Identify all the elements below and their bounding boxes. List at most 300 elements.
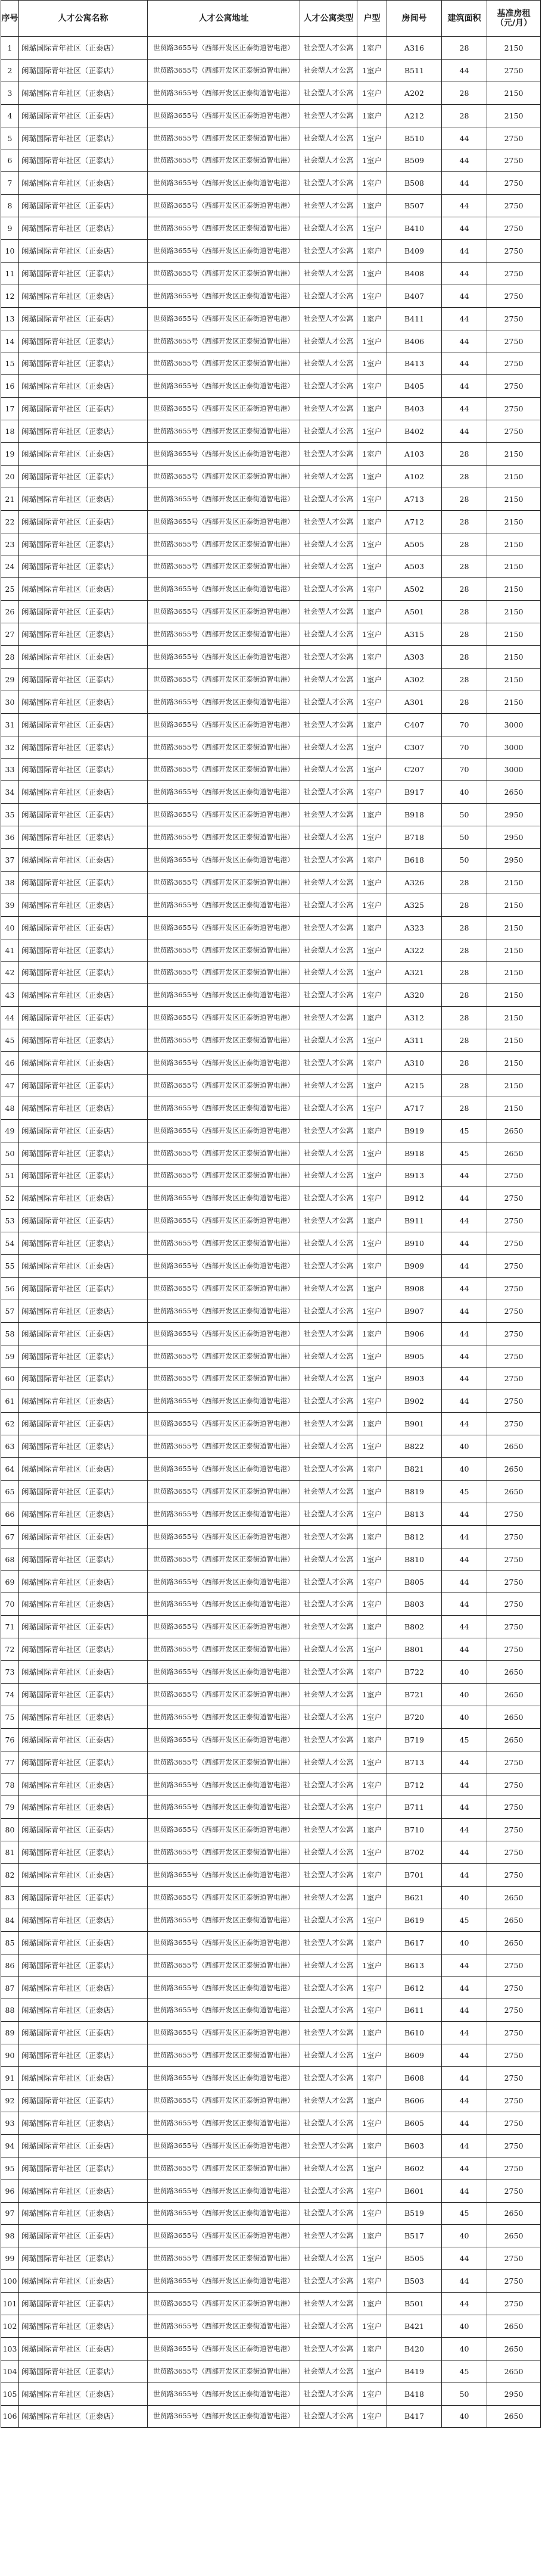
cell-layout: 1室户 — [357, 533, 387, 555]
cell-name: 闲璐国际青年社区（正泰店） — [19, 1796, 148, 1819]
cell-rent: 2750 — [487, 2270, 541, 2293]
cell-room: B813 — [387, 1503, 442, 1525]
cell-layout: 1室户 — [357, 894, 387, 916]
cell-area: 44 — [442, 1367, 487, 1390]
table-row — [1, 1661, 541, 1684]
cell-rent: 2650 — [487, 2337, 541, 2360]
cell-rent: 2650 — [487, 1435, 541, 1458]
cell-no: 60 — [1, 1367, 19, 1390]
cell-address: 世贸路3655号（西部开发区正泰街道智电港） — [148, 2112, 300, 2134]
cell-no: 39 — [1, 894, 19, 916]
cell-address: 世贸路3655号（西部开发区正泰街道智电港） — [148, 2337, 300, 2360]
cell-name: 闲璐国际青年社区（正泰店） — [19, 2337, 148, 2360]
cell-no: 78 — [1, 1773, 19, 1796]
cell-no: 85 — [1, 1931, 19, 1954]
cell-rent: 2150 — [487, 1007, 541, 1029]
cell-area: 44 — [442, 172, 487, 195]
cell-type: 社会型人才公寓 — [300, 2157, 357, 2180]
cell-address: 世贸路3655号（西部开发区正泰街道智电港） — [148, 1661, 300, 1684]
cell-type: 社会型人才公寓 — [300, 2247, 357, 2270]
cell-area: 28 — [442, 82, 487, 104]
cell-name: 闲璐国际青年社区（正泰店） — [19, 849, 148, 872]
cell-type: 社会型人才公寓 — [300, 1887, 357, 1909]
cell-no: 2 — [1, 59, 19, 82]
cell-area: 44 — [442, 149, 487, 172]
cell-address: 世贸路3655号（西部开发区正泰街道智电港） — [148, 2180, 300, 2202]
cell-address: 世贸路3655号（西部开发区正泰街道智电港） — [148, 826, 300, 849]
cell-area: 28 — [442, 894, 487, 916]
cell-name: 闲璐国际青年社区（正泰店） — [19, 104, 148, 127]
cell-room: B403 — [387, 398, 442, 420]
cell-rent: 2150 — [487, 443, 541, 466]
cell-address: 世贸路3655号（西部开发区正泰街道智电港） — [148, 578, 300, 601]
cell-address: 世贸路3655号（西部开发区正泰街道智电港） — [148, 420, 300, 443]
cell-name: 闲璐国际青年社区（正泰店） — [19, 1390, 148, 1413]
table-row — [1, 2383, 541, 2405]
table-row — [1, 1413, 541, 1435]
cell-layout: 1室户 — [357, 1684, 387, 1706]
cell-layout: 1室户 — [357, 623, 387, 646]
cell-type: 社会型人才公寓 — [300, 37, 357, 60]
cell-type: 社会型人才公寓 — [300, 1164, 357, 1187]
cell-layout: 1室户 — [357, 375, 387, 398]
cell-room: A102 — [387, 465, 442, 488]
cell-type: 社会型人才公寓 — [300, 1977, 357, 1999]
cell-type: 社会型人才公寓 — [300, 82, 357, 104]
cell-layout: 1室户 — [357, 2383, 387, 2405]
cell-room: B721 — [387, 1684, 442, 1706]
cell-room: B420 — [387, 2337, 442, 2360]
table-row — [1, 307, 541, 330]
cell-rent: 2750 — [487, 172, 541, 195]
cell-type: 社会型人才公寓 — [300, 1413, 357, 1435]
cell-type: 社会型人才公寓 — [300, 1322, 357, 1345]
table-row — [1, 59, 541, 82]
cell-no: 106 — [1, 2405, 19, 2428]
cell-area: 28 — [442, 443, 487, 466]
cell-rent: 2750 — [487, 1593, 541, 1616]
cell-rent: 2750 — [487, 1864, 541, 1887]
cell-room: B406 — [387, 330, 442, 352]
table-row — [1, 713, 541, 736]
cell-no: 89 — [1, 2022, 19, 2044]
cell-name: 闲璐国际青年社区（正泰店） — [19, 781, 148, 804]
cell-no: 47 — [1, 1074, 19, 1097]
cell-type: 社会型人才公寓 — [300, 1142, 357, 1164]
cell-area: 44 — [442, 1232, 487, 1255]
table-row — [1, 961, 541, 984]
cell-name: 闲璐国际青年社区（正泰店） — [19, 1255, 148, 1278]
cell-address: 世贸路3655号（西部开发区正泰街道智电港） — [148, 307, 300, 330]
cell-layout: 1室户 — [357, 1052, 387, 1075]
cell-no: 63 — [1, 1435, 19, 1458]
cell-no: 16 — [1, 375, 19, 398]
cell-room: B603 — [387, 2134, 442, 2157]
cell-address: 世贸路3655号（西部开发区正泰街道智电港） — [148, 1052, 300, 1075]
cell-layout: 1室户 — [357, 2157, 387, 2180]
cell-no: 92 — [1, 2090, 19, 2112]
cell-area: 44 — [442, 1548, 487, 1570]
cell-area: 28 — [442, 1074, 487, 1097]
cell-room: A212 — [387, 104, 442, 127]
cell-room: B612 — [387, 1977, 442, 1999]
cell-no: 100 — [1, 2270, 19, 2293]
cell-address: 世贸路3655号（西部开发区正泰街道智电港） — [148, 2225, 300, 2247]
cell-area: 44 — [442, 195, 487, 217]
cell-layout: 1室户 — [357, 1570, 387, 1593]
table-row — [1, 1887, 541, 1909]
cell-no: 19 — [1, 443, 19, 466]
cell-area: 45 — [442, 2360, 487, 2383]
cell-name: 闲璐国际青年社区（正泰店） — [19, 1728, 148, 1751]
cell-name: 闲璐国际青年社区（正泰店） — [19, 2270, 148, 2293]
table-row — [1, 2270, 541, 2293]
cell-type: 社会型人才公寓 — [300, 2360, 357, 2383]
cell-rent: 2750 — [487, 1954, 541, 1977]
cell-type: 社会型人才公寓 — [300, 2225, 357, 2247]
cell-layout: 1室户 — [357, 1142, 387, 1164]
cell-layout: 1室户 — [357, 1525, 387, 1548]
cell-no: 61 — [1, 1390, 19, 1413]
cell-address: 世贸路3655号（西部开发区正泰街道智电港） — [148, 736, 300, 758]
cell-room: A202 — [387, 82, 442, 104]
cell-name: 闲璐国际青年社区（正泰店） — [19, 2134, 148, 2157]
table-row — [1, 37, 541, 60]
table-row — [1, 691, 541, 713]
table-row — [1, 172, 541, 195]
cell-room: A712 — [387, 510, 442, 533]
table-row — [1, 555, 541, 578]
cell-room: B903 — [387, 1367, 442, 1390]
cell-type: 社会型人才公寓 — [300, 398, 357, 420]
cell-layout: 1室户 — [357, 1977, 387, 1999]
table-row — [1, 2022, 541, 2044]
cell-name: 闲璐国际青年社区（正泰店） — [19, 2360, 148, 2383]
table-row — [1, 2134, 541, 2157]
cell-address: 世贸路3655号（西部开发区正泰街道智电港） — [148, 1593, 300, 1616]
cell-no: 50 — [1, 1142, 19, 1164]
cell-room: B402 — [387, 420, 442, 443]
cell-name: 闲璐国际青年社区（正泰店） — [19, 1074, 148, 1097]
cell-no: 84 — [1, 1909, 19, 1931]
cell-no: 90 — [1, 2044, 19, 2067]
cell-rent: 2750 — [487, 127, 541, 149]
cell-area: 50 — [442, 826, 487, 849]
cell-layout: 1室户 — [357, 984, 387, 1007]
cell-type: 社会型人才公寓 — [300, 2022, 357, 2044]
cell-area: 44 — [442, 2112, 487, 2134]
header-layout: 户型 — [357, 1, 387, 37]
cell-no: 35 — [1, 804, 19, 826]
table-row — [1, 1819, 541, 1841]
table-row — [1, 1187, 541, 1210]
cell-rent: 2150 — [487, 104, 541, 127]
cell-address: 世贸路3655号（西部开发区正泰街道智电港） — [148, 1616, 300, 1638]
cell-address: 世贸路3655号（西部开发区正泰街道智电港） — [148, 1164, 300, 1187]
table-row — [1, 1570, 541, 1593]
cell-no: 91 — [1, 2067, 19, 2090]
cell-address: 世贸路3655号（西部开发区正泰街道智电港） — [148, 1390, 300, 1413]
cell-room: B801 — [387, 1638, 442, 1661]
cell-name: 闲璐国际青年社区（正泰店） — [19, 578, 148, 601]
cell-room: B408 — [387, 262, 442, 285]
cell-area: 28 — [442, 916, 487, 939]
cell-no: 40 — [1, 916, 19, 939]
cell-area: 44 — [442, 1593, 487, 1616]
cell-no: 6 — [1, 149, 19, 172]
cell-area: 50 — [442, 2383, 487, 2405]
table-row — [1, 2337, 541, 2360]
table-row — [1, 1954, 541, 1977]
table-row — [1, 2247, 541, 2270]
cell-room: B409 — [387, 240, 442, 263]
cell-area: 40 — [442, 2225, 487, 2247]
cell-no: 38 — [1, 871, 19, 894]
cell-name: 闲璐国际青年社区（正泰店） — [19, 375, 148, 398]
cell-name: 闲璐国际青年社区（正泰店） — [19, 1210, 148, 1232]
cell-area: 28 — [442, 1007, 487, 1029]
cell-layout: 1室户 — [357, 2247, 387, 2270]
cell-rent: 2750 — [487, 1999, 541, 2022]
table-row — [1, 330, 541, 352]
cell-address: 世贸路3655号（西部开发区正泰街道智电港） — [148, 1458, 300, 1481]
table-row — [1, 127, 541, 149]
cell-type: 社会型人才公寓 — [300, 195, 357, 217]
header-rent: 基准房租（元/月） — [487, 1, 541, 37]
cell-name: 闲璐国际青年社区（正泰店） — [19, 1029, 148, 1052]
cell-layout: 1室户 — [357, 758, 387, 781]
cell-no: 34 — [1, 781, 19, 804]
cell-room: A502 — [387, 578, 442, 601]
cell-type: 社会型人才公寓 — [300, 2383, 357, 2405]
cell-name: 闲璐国际青年社区（正泰店） — [19, 1751, 148, 1773]
cell-room: B602 — [387, 2157, 442, 2180]
cell-rent: 2150 — [487, 939, 541, 961]
cell-area: 40 — [442, 2315, 487, 2337]
cell-type: 社会型人才公寓 — [300, 285, 357, 307]
header-no: 序号 — [1, 1, 19, 37]
cell-rent: 2650 — [487, 1909, 541, 1931]
table-row — [1, 1232, 541, 1255]
cell-type: 社会型人才公寓 — [300, 1706, 357, 1728]
table-body — [1, 37, 541, 2428]
cell-layout: 1室户 — [357, 59, 387, 82]
table-row — [1, 1142, 541, 1164]
cell-area: 44 — [442, 1255, 487, 1278]
cell-area: 44 — [442, 2067, 487, 2090]
cell-layout: 1室户 — [357, 736, 387, 758]
cell-name: 闲璐国际青年社区（正泰店） — [19, 1570, 148, 1593]
cell-type: 社会型人才公寓 — [300, 826, 357, 849]
cell-address: 世贸路3655号（西部开发区正泰街道智电港） — [148, 510, 300, 533]
cell-type: 社会型人才公寓 — [300, 1029, 357, 1052]
cell-type: 社会型人才公寓 — [300, 59, 357, 82]
cell-name: 闲璐国际青年社区（正泰店） — [19, 1909, 148, 1931]
cell-no: 29 — [1, 668, 19, 691]
cell-type: 社会型人才公寓 — [300, 2112, 357, 2134]
cell-area: 28 — [442, 465, 487, 488]
cell-name: 闲璐国际青年社区（正泰店） — [19, 1367, 148, 1390]
cell-room: A315 — [387, 623, 442, 646]
cell-rent: 2750 — [487, 195, 541, 217]
cell-no: 53 — [1, 1210, 19, 1232]
table-row — [1, 894, 541, 916]
cell-area: 40 — [442, 2337, 487, 2360]
cell-room: B413 — [387, 352, 442, 375]
cell-type: 社会型人才公寓 — [300, 984, 357, 1007]
cell-no: 77 — [1, 1751, 19, 1773]
cell-rent: 2750 — [487, 330, 541, 352]
cell-area: 44 — [442, 1796, 487, 1819]
cell-no: 57 — [1, 1300, 19, 1322]
cell-type: 社会型人才公寓 — [300, 352, 357, 375]
table-row — [1, 1435, 541, 1458]
table-row — [1, 1638, 541, 1661]
cell-area: 28 — [442, 1052, 487, 1075]
cell-address: 世贸路3655号（西部开发区正泰街道智电港） — [148, 240, 300, 263]
cell-area: 44 — [442, 1864, 487, 1887]
table-row — [1, 804, 541, 826]
table-row — [1, 1255, 541, 1278]
cell-no: 28 — [1, 646, 19, 669]
cell-room: B713 — [387, 1751, 442, 1773]
cell-address: 世贸路3655号（西部开发区正泰街道智电港） — [148, 1638, 300, 1661]
cell-rent: 2750 — [487, 307, 541, 330]
table-row — [1, 646, 541, 669]
cell-layout: 1室户 — [357, 849, 387, 872]
cell-area: 28 — [442, 601, 487, 623]
cell-address: 世贸路3655号（西部开发区正泰街道智电港） — [148, 1277, 300, 1300]
cell-layout: 1室户 — [357, 1210, 387, 1232]
cell-name: 闲璐国际青年社区（正泰店） — [19, 804, 148, 826]
cell-rent: 2750 — [487, 1570, 541, 1593]
table-row — [1, 285, 541, 307]
cell-layout: 1室户 — [357, 1119, 387, 1142]
table-row — [1, 826, 541, 849]
cell-area: 44 — [442, 2134, 487, 2157]
cell-name: 闲璐国际青年社区（正泰店） — [19, 1300, 148, 1322]
table-row — [1, 149, 541, 172]
cell-rent: 2150 — [487, 984, 541, 1007]
cell-area: 70 — [442, 758, 487, 781]
cell-no: 59 — [1, 1345, 19, 1367]
cell-type: 社会型人才公寓 — [300, 1751, 357, 1773]
cell-room: A215 — [387, 1074, 442, 1097]
cell-address: 世贸路3655号（西部开发区正泰街道智电港） — [148, 443, 300, 466]
cell-no: 104 — [1, 2360, 19, 2383]
cell-layout: 1室户 — [357, 420, 387, 443]
cell-room: B917 — [387, 781, 442, 804]
cell-no: 58 — [1, 1322, 19, 1345]
cell-room: B907 — [387, 1300, 442, 1322]
cell-type: 社会型人才公寓 — [300, 1954, 357, 1977]
cell-area: 45 — [442, 1481, 487, 1503]
cell-layout: 1室户 — [357, 240, 387, 263]
cell-area: 45 — [442, 1728, 487, 1751]
cell-area: 28 — [442, 646, 487, 669]
cell-rent: 2750 — [487, 2293, 541, 2315]
cell-type: 社会型人才公寓 — [300, 736, 357, 758]
cell-name: 闲璐国际青年社区（正泰店） — [19, 555, 148, 578]
cell-room: B722 — [387, 1661, 442, 1684]
cell-layout: 1室户 — [357, 1773, 387, 1796]
header-address: 人才公寓地址 — [148, 1, 300, 37]
cell-address: 世贸路3655号（西部开发区正泰街道智电港） — [148, 1706, 300, 1728]
cell-no: 102 — [1, 2315, 19, 2337]
cell-type: 社会型人才公寓 — [300, 1661, 357, 1684]
table-row — [1, 1977, 541, 1999]
cell-no: 72 — [1, 1638, 19, 1661]
table-row — [1, 1751, 541, 1773]
cell-room: A505 — [387, 533, 442, 555]
cell-address: 世贸路3655号（西部开发区正泰街道智电港） — [148, 1503, 300, 1525]
table-row — [1, 1367, 541, 1390]
cell-area: 44 — [442, 285, 487, 307]
table-row — [1, 1548, 541, 1570]
cell-room: B610 — [387, 2022, 442, 2044]
cell-rent: 2150 — [487, 871, 541, 894]
cell-rent: 2650 — [487, 1887, 541, 1909]
cell-area: 44 — [442, 1841, 487, 1864]
cell-room: B608 — [387, 2067, 442, 2090]
cell-type: 社会型人才公寓 — [300, 1232, 357, 1255]
cell-no: 56 — [1, 1277, 19, 1300]
cell-address: 世贸路3655号（西部开发区正泰街道智电港） — [148, 217, 300, 240]
cell-address: 世贸路3655号（西部开发区正泰街道智电港） — [148, 1796, 300, 1819]
cell-layout: 1室户 — [357, 127, 387, 149]
cell-room: B711 — [387, 1796, 442, 1819]
cell-address: 世贸路3655号（西部开发区正泰街道智电港） — [148, 2067, 300, 2090]
cell-name: 闲璐国际青年社区（正泰店） — [19, 1999, 148, 2022]
cell-room: A316 — [387, 37, 442, 60]
cell-address: 世贸路3655号（西部开发区正泰街道智电港） — [148, 82, 300, 104]
cell-layout: 1室户 — [357, 2134, 387, 2157]
cell-area: 44 — [442, 1954, 487, 1977]
cell-no: 62 — [1, 1413, 19, 1435]
cell-address: 世贸路3655号（西部开发区正泰街道智电港） — [148, 2157, 300, 2180]
cell-room: B719 — [387, 1728, 442, 1751]
cell-rent: 2750 — [487, 1413, 541, 1435]
cell-address: 世贸路3655号（西部开发区正泰街道智电港） — [148, 713, 300, 736]
cell-room: C407 — [387, 713, 442, 736]
cell-rent: 2750 — [487, 1300, 541, 1322]
table-row — [1, 2157, 541, 2180]
cell-type: 社会型人才公寓 — [300, 1593, 357, 1616]
cell-room: B802 — [387, 1616, 442, 1638]
cell-name: 闲璐国际青年社区（正泰店） — [19, 2247, 148, 2270]
cell-address: 世贸路3655号（西部开发区正泰街道智电港） — [148, 1007, 300, 1029]
cell-room: B613 — [387, 1954, 442, 1977]
cell-area: 44 — [442, 352, 487, 375]
cell-address: 世贸路3655号（西部开发区正泰街道智电港） — [148, 2134, 300, 2157]
table-row — [1, 1481, 541, 1503]
cell-no: 9 — [1, 217, 19, 240]
cell-layout: 1室户 — [357, 2202, 387, 2225]
cell-layout: 1室户 — [357, 1097, 387, 1119]
cell-address: 世贸路3655号（西部开发区正泰街道智电港） — [148, 149, 300, 172]
cell-name: 闲璐国际青年社区（正泰店） — [19, 172, 148, 195]
cell-rent: 2150 — [487, 646, 541, 669]
cell-rent: 2750 — [487, 2090, 541, 2112]
cell-no: 17 — [1, 398, 19, 420]
cell-area: 28 — [442, 533, 487, 555]
cell-address: 世贸路3655号（西部开发区正泰街道智电港） — [148, 1525, 300, 1548]
cell-address: 世贸路3655号（西部开发区正泰街道智电港） — [148, 1187, 300, 1210]
cell-layout: 1室户 — [357, 2315, 387, 2337]
cell-rent: 2750 — [487, 1345, 541, 1367]
cell-type: 社会型人才公寓 — [300, 1119, 357, 1142]
cell-name: 闲璐国际青年社区（正泰店） — [19, 330, 148, 352]
